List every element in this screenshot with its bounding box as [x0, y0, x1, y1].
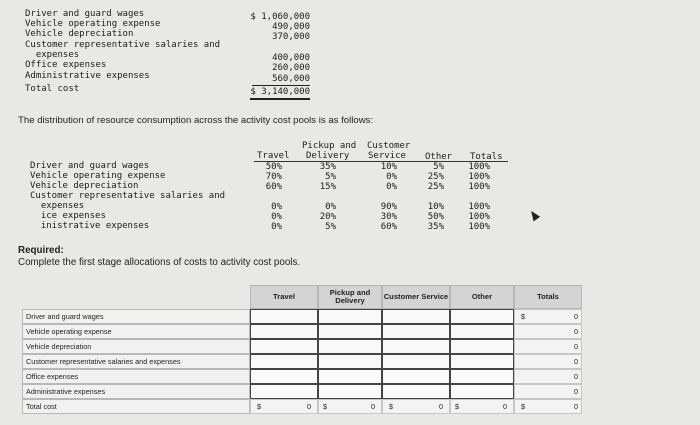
row-label: Administrative expenses [22, 384, 250, 399]
input-pickup[interactable] [318, 309, 382, 324]
currency-symbol: $ [455, 402, 459, 411]
input-customer[interactable] [382, 339, 450, 354]
required-text: Complete the first stage allocations of costs to activity cost pools. [18, 257, 301, 268]
input-pickup[interactable] [318, 384, 382, 399]
dist-row-label: ice expenses [30, 211, 106, 221]
cost-label: Customer representative salaries and [25, 40, 221, 50]
row-total [514, 339, 582, 354]
dist-cell: 0% [386, 172, 397, 182]
dist-cell: 100% [468, 222, 490, 232]
input-customer[interactable] [382, 384, 450, 399]
allocation-table [22, 285, 582, 417]
header-pickup: Pickup and [302, 141, 357, 151]
cost-value: 490,000 [272, 22, 310, 32]
dist-row-label: Driver and guard wages [30, 161, 150, 171]
input-customer[interactable] [382, 369, 450, 384]
input-other[interactable] [450, 369, 514, 384]
dist-cell: 25% [427, 172, 444, 182]
dist-cell: 30% [380, 212, 397, 222]
cost-label: Total cost [25, 84, 80, 94]
currency-symbol: $ [521, 402, 525, 411]
mouse-cursor-icon [528, 209, 540, 222]
cost-value: 560,000 [252, 74, 310, 86]
input-other[interactable] [450, 354, 514, 369]
input-other[interactable] [450, 324, 514, 339]
col-header-pickup: Pickup and Delivery [318, 285, 382, 309]
dist-cell: 35% [427, 222, 444, 232]
row-label: Customer representative salaries and expenses [22, 354, 250, 369]
zero-value: 0 [371, 402, 375, 411]
cost-total-value: $ 3,140,000 [250, 87, 310, 100]
row-label: Driver and guard wages [22, 309, 250, 324]
input-travel[interactable] [250, 354, 318, 369]
input-other[interactable] [450, 309, 514, 324]
distribution-intro: The distribution of resource consumption across the activity cost pools is as follows: [18, 115, 374, 126]
input-travel[interactable] [250, 309, 318, 324]
header-travel: Travel [257, 151, 290, 161]
dist-cell: 10% [380, 162, 397, 172]
zero-value: 0 [503, 402, 507, 411]
row-total-value: 0 [574, 342, 578, 351]
required-title: Required: [18, 245, 64, 256]
dist-cell: 100% [468, 202, 490, 212]
col-header-totals: Totals [514, 285, 582, 309]
currency-symbol: $ [389, 402, 393, 411]
input-customer[interactable] [382, 309, 450, 324]
dist-cell: 5% [325, 172, 336, 182]
row-total-value: 0 [574, 402, 578, 411]
row-total-value: 0 [574, 312, 578, 321]
input-travel[interactable] [250, 339, 318, 354]
dist-row-label: Customer representative salaries and [30, 191, 226, 201]
cost-value: $ 1,060,000 [250, 12, 310, 22]
dist-row-label: Vehicle depreciation [30, 181, 139, 191]
dist-cell: 60% [265, 182, 282, 192]
header-customer: Customer [367, 141, 411, 151]
cost-label: Vehicle operating expense [25, 19, 161, 29]
dist-cell: 5% [433, 162, 444, 172]
row-label: Vehicle depreciation [22, 339, 250, 354]
dist-row-label: Vehicle operating expense [30, 171, 166, 181]
dist-cell: 100% [468, 182, 490, 192]
dist-cell: 50% [265, 162, 282, 172]
input-travel[interactable] [250, 369, 318, 384]
col-header-travel: Travel [250, 285, 318, 309]
cost-label: Vehicle depreciation [25, 29, 134, 39]
input-pickup[interactable] [318, 339, 382, 354]
dist-cell: 0% [386, 182, 397, 192]
row-total [514, 354, 582, 369]
dist-cell: 5% [325, 222, 336, 232]
dist-cell: 100% [468, 172, 490, 182]
dist-cell: 70% [265, 172, 282, 182]
row-total [514, 309, 582, 324]
input-pickup[interactable] [318, 324, 382, 339]
dist-row-label: inistrative expenses [30, 221, 150, 231]
input-pickup[interactable] [318, 354, 382, 369]
input-customer[interactable] [382, 324, 450, 339]
col-header-customer: Customer Service [382, 285, 450, 309]
cost-label: Administrative expenses [25, 71, 150, 81]
input-travel[interactable] [250, 324, 318, 339]
header-customer: Service [368, 151, 406, 161]
row-label: Total cost [22, 399, 250, 414]
dist-cell: 90% [380, 202, 397, 212]
row-label: Office expenses [22, 369, 250, 384]
dist-cell: 15% [319, 182, 336, 192]
dist-cell: 100% [468, 162, 490, 172]
dist-cell: 50% [427, 212, 444, 222]
row-total-value: 0 [574, 327, 578, 336]
dist-cell: 100% [468, 212, 490, 222]
dist-cell: 0% [271, 212, 282, 222]
row-label: Vehicle operating expense [22, 324, 250, 339]
cost-label: expenses [25, 50, 80, 60]
dist-cell: 35% [319, 162, 336, 172]
cost-label: Driver and guard wages [25, 9, 145, 19]
zero-value: 0 [307, 402, 311, 411]
cost-label: Office expenses [25, 60, 107, 70]
currency-symbol: $ [323, 402, 327, 411]
currency-symbol: $ [257, 402, 261, 411]
row-total-value: 0 [574, 387, 578, 396]
cost-value: 400,000 [272, 53, 310, 63]
header-other: Other [425, 152, 453, 162]
cost-value: 370,000 [272, 32, 310, 42]
input-other[interactable] [450, 339, 514, 354]
dist-cell: 20% [319, 212, 336, 222]
dist-cell: 0% [271, 222, 282, 232]
input-pickup[interactable] [318, 369, 382, 384]
dist-row-label: expenses [30, 201, 85, 211]
cost-value: 260,000 [272, 63, 310, 73]
dist-cell: 0% [271, 202, 282, 212]
header-totals: Totals [470, 152, 503, 162]
row-total [514, 384, 582, 399]
input-travel[interactable] [250, 384, 318, 399]
row-total-value: 0 [574, 372, 578, 381]
dist-cell: 25% [427, 182, 444, 192]
dist-cell: 60% [380, 222, 397, 232]
dist-cell: 10% [427, 202, 444, 212]
header-pickup: Delivery [306, 151, 350, 161]
col-header-other: Other [450, 285, 514, 309]
currency-symbol: $ [521, 312, 525, 321]
zero-value: 0 [439, 402, 443, 411]
total-grand [503, 399, 582, 414]
input-other[interactable] [450, 384, 514, 399]
row-total [514, 369, 582, 384]
dist-cell: 0% [325, 202, 336, 212]
row-total [514, 324, 582, 339]
input-customer[interactable] [382, 354, 450, 369]
row-total-value: 0 [574, 357, 578, 366]
